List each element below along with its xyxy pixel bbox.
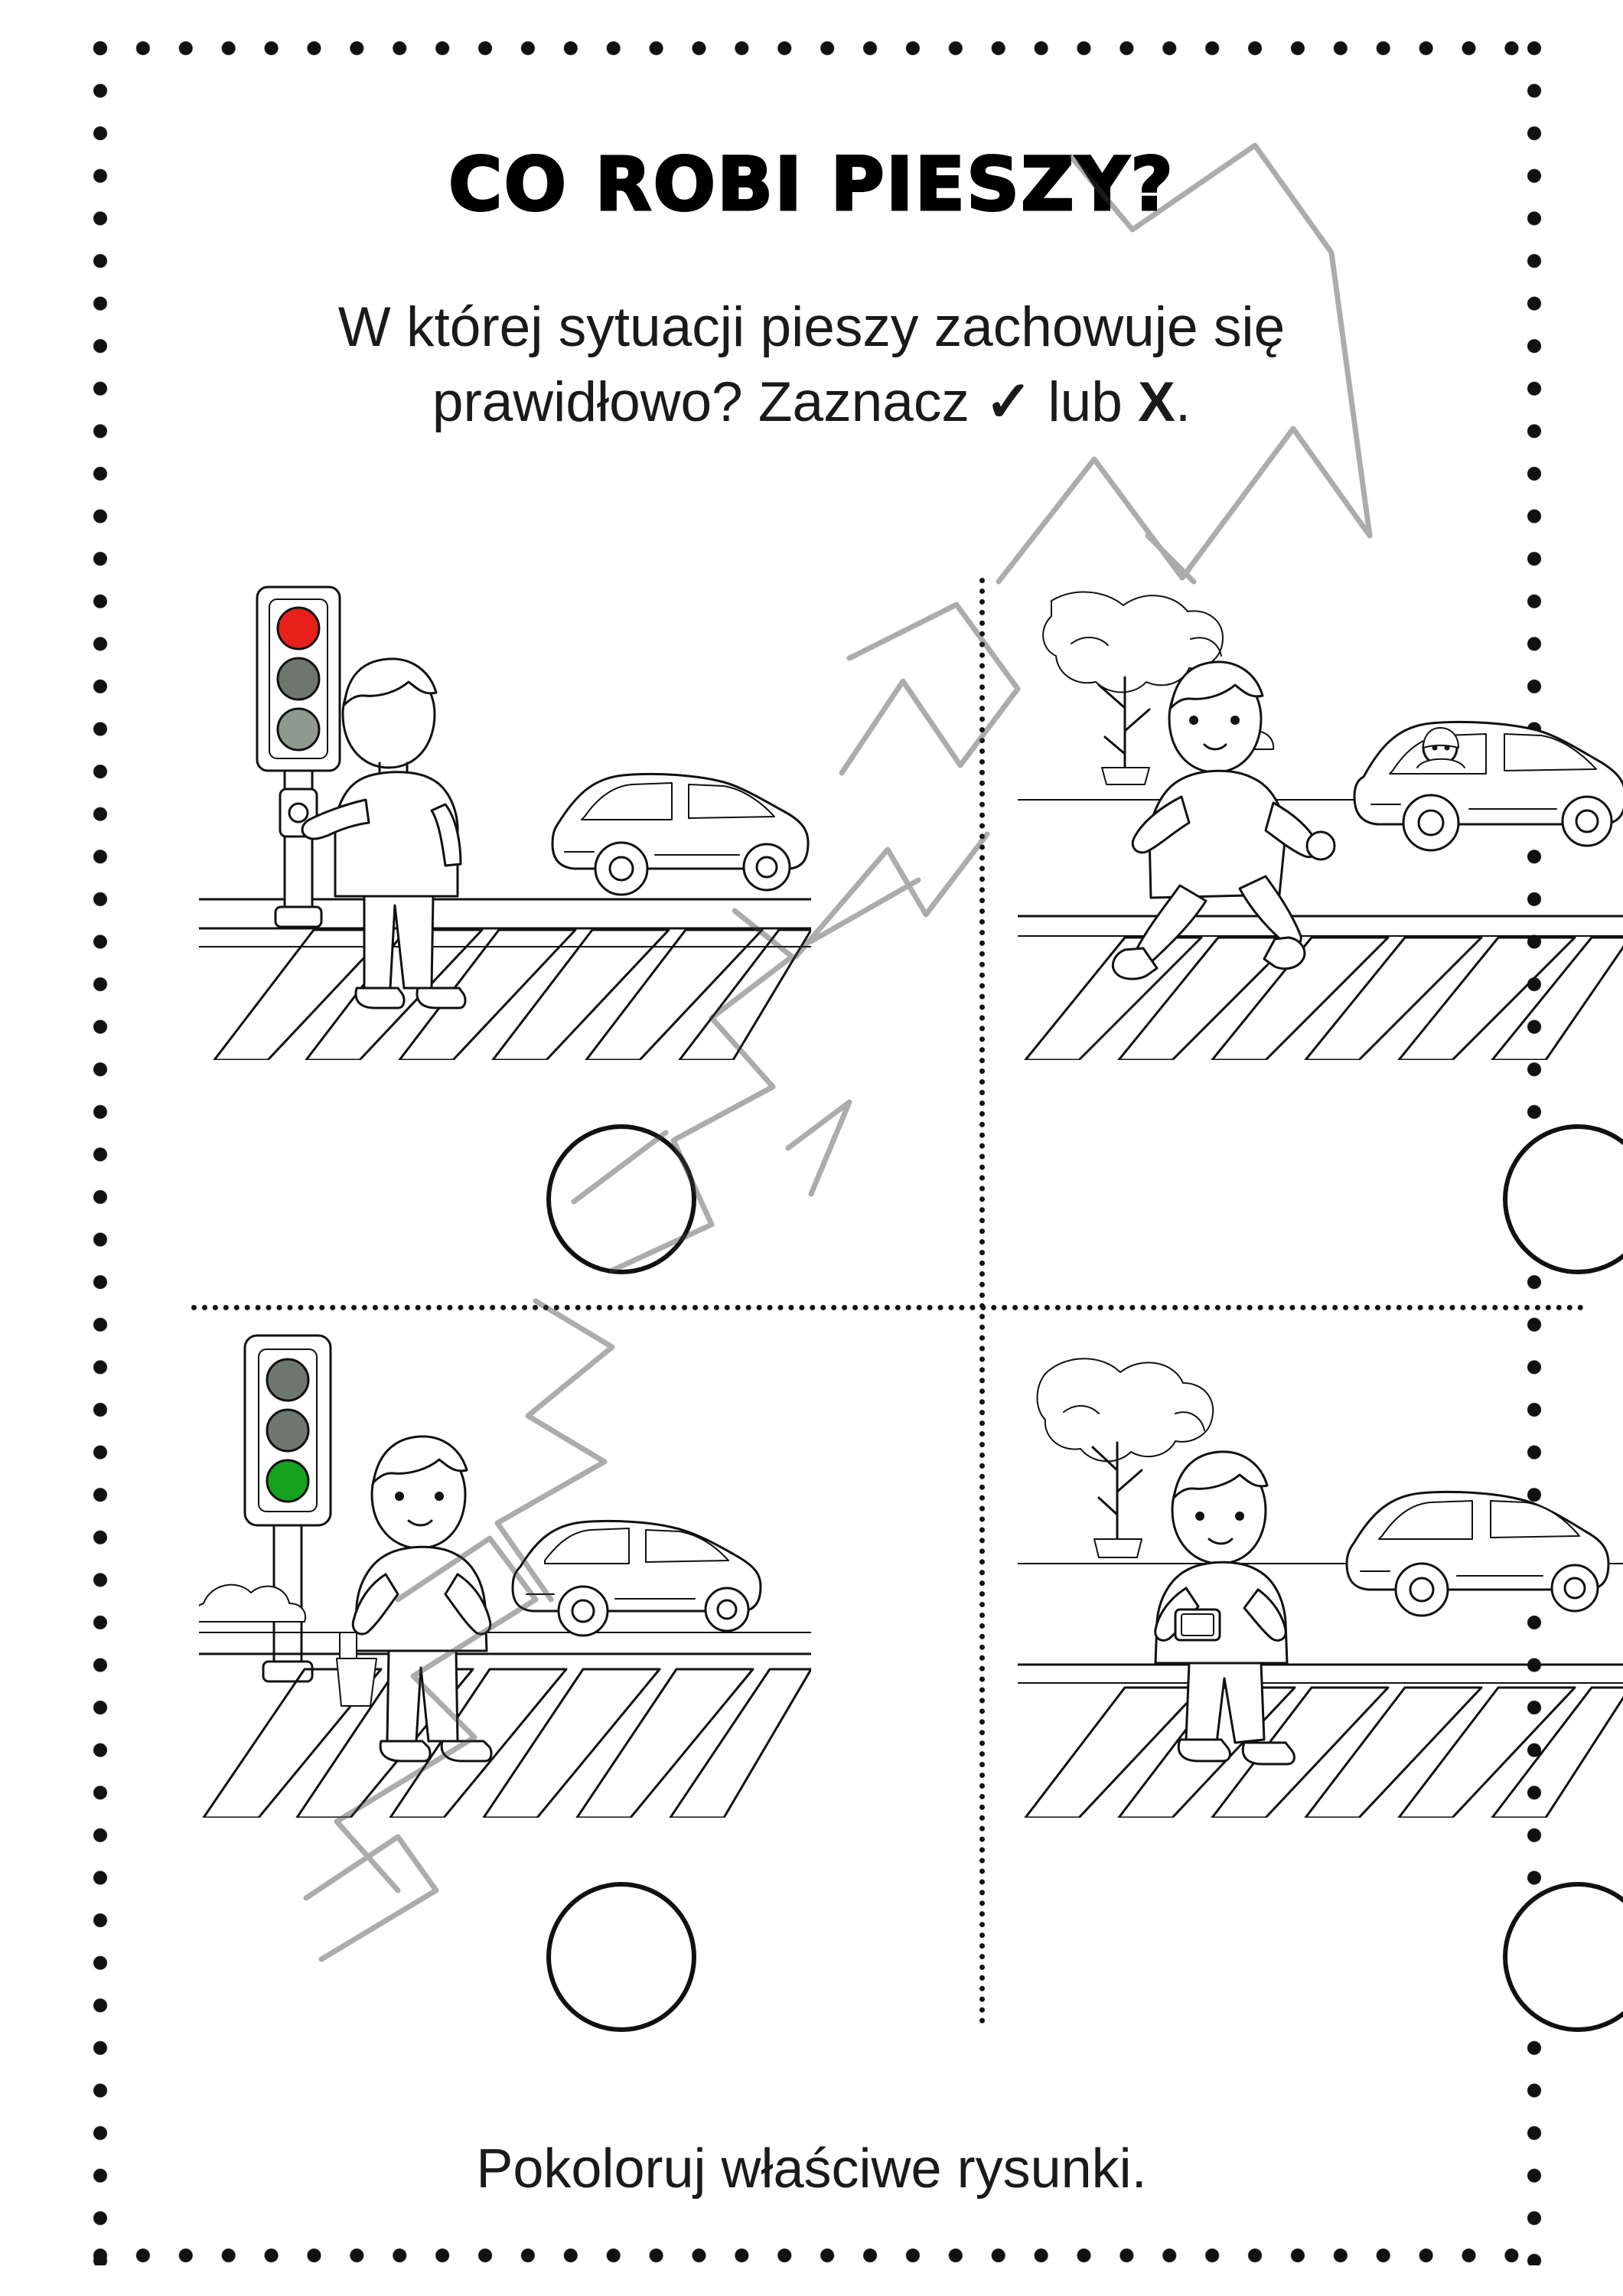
instruction-line-2-start: prawidłowo? Zaznacz <box>432 371 986 434</box>
answer-circle-4[interactable] <box>1503 1882 1623 2032</box>
illustration-panel-1 <box>199 570 842 1282</box>
scene-green-light-walking <box>199 1328 811 1818</box>
answer-circle-2[interactable] <box>1503 1124 1623 1274</box>
border-dots-top <box>90 38 1544 58</box>
instruction-period: . <box>1175 371 1191 434</box>
illustration-panel-4 <box>1018 1328 1623 2040</box>
instruction-line-1: W której sytuacji pieszy zachowuje się <box>337 296 1286 358</box>
scene-red-light-button <box>199 570 811 1060</box>
instruction-conjunction: lub <box>1032 371 1139 434</box>
scene-running-across <box>1018 570 1623 1060</box>
border-dots-left <box>90 38 110 2265</box>
scene-phone-distraction <box>1018 1328 1623 1818</box>
illustration-panel-2 <box>1018 570 1623 1282</box>
x-mark-glyph: X <box>1138 371 1175 434</box>
instruction-text <box>134 291 1489 440</box>
page-title: CO ROBI PIESZY? <box>448 142 1175 227</box>
footer-instruction: Pokoloruj właściwe rysunki. <box>476 2138 1147 2200</box>
border-dots-bottom <box>90 2245 1544 2265</box>
answer-circle-1[interactable] <box>546 1124 696 1274</box>
grid-vertical-divider <box>979 578 985 2024</box>
illustration-grid <box>184 570 1484 2032</box>
illustration-panel-3 <box>199 1328 842 2040</box>
answer-circle-3[interactable] <box>546 1882 696 2032</box>
check-mark-glyph: ✓ <box>985 370 1033 434</box>
grid-horizontal-divider <box>191 1305 1584 1310</box>
